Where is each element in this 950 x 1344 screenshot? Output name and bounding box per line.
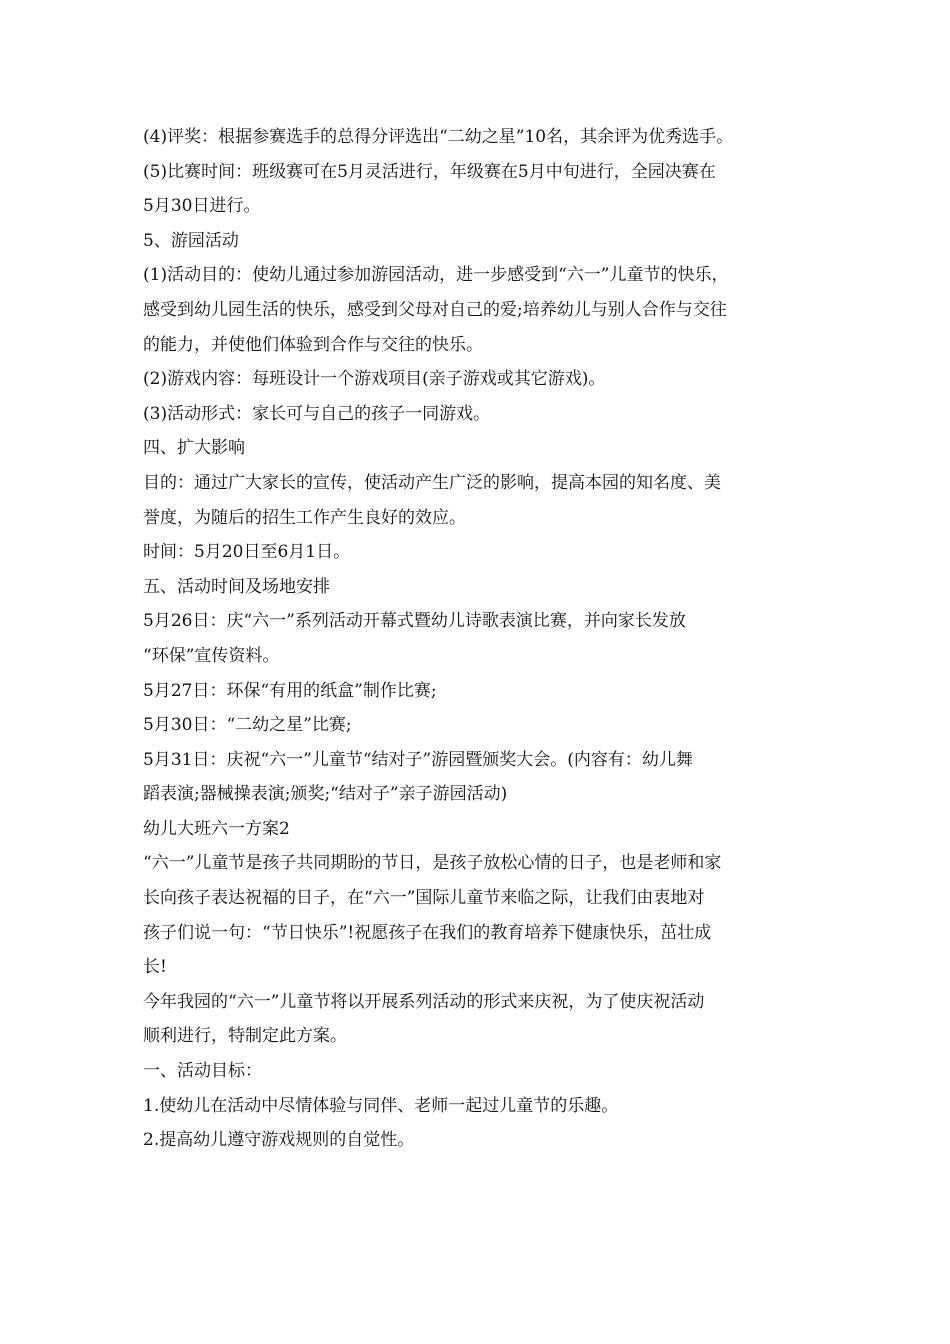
text-line: 的能力，并使他们体验到合作与交往的快乐。 [143, 334, 483, 355]
text-line: 今年我园的“六一”儿童节将以开展系列活动的形式来庆祝，为了使庆祝活动 [143, 991, 705, 1012]
text-line: 目的：通过广大家长的宣传，使活动产生广泛的影响，提高本园的知名度、美 [143, 472, 721, 493]
text-line: 长! [143, 957, 167, 978]
text-line: 蹈表演;器械操表演;颁奖;“结对子”亲子游园活动) [143, 784, 508, 805]
text-line: 感受到幼儿园生活的快乐，感受到父母对自己的爱;培养幼儿与别人合作与交往 [143, 299, 727, 320]
text-line: 1.使幼儿在活动中尽情体验与同伴、老师一起过儿童节的乐趣。 [143, 1095, 619, 1116]
text-line: 时间：5月20日至6月1日。 [143, 542, 351, 563]
text-line: “六一”儿童节是孩子共同期盼的节日，是孩子放松心情的日子，也是老师和家 [143, 853, 722, 874]
text-line: 5月31日：庆祝“六一”儿童节“结对子”游园暨颁奖大会。(内容有：幼儿舞 [143, 749, 693, 770]
document-title: 幼儿大班六一方案2 [143, 818, 290, 839]
section-heading: 四、扩大影响 [143, 438, 245, 459]
section-heading: 5、游园活动 [143, 230, 239, 251]
text-line: 2.提高幼儿遵守游戏规则的自觉性。 [143, 1130, 415, 1151]
text-line: 5月30日进行。 [143, 196, 261, 217]
text-line: (1)活动目的：使幼儿通过参加游园活动，进一步感受到“六一”儿童节的快乐， [143, 265, 729, 286]
text-line: 长向孩子表达祝福的日子，在“六一”国际儿童节来临之际，让我们由衷地对 [143, 888, 705, 909]
text-line: (3)活动形式：家长可与自己的孩子一同游戏。 [143, 403, 491, 424]
text-line: 5月26日：庆“六一”系列活动开幕式暨幼儿诗歌表演比赛，并向家长发放 [143, 611, 686, 632]
text-line: (2)游戏内容：每班设计一个游戏项目(亲子游戏或其它游戏)。 [143, 369, 606, 390]
text-line: 顺利进行，特制定此方案。 [143, 1026, 347, 1047]
document-body [143, 120, 823, 1158]
text-line: 孩子们说一句：“节日快乐”!祝愿孩子在我们的教育培养下健康快乐，茁壮成 [143, 922, 712, 943]
section-heading: 一、活动目标： [143, 1061, 262, 1082]
text-line: “环保”宣传资料。 [143, 645, 280, 666]
text-line: (4)评奖：根据参赛选手的总得分评选出“二幼之星”10名，其余评为优秀选手。 [143, 127, 734, 147]
text-line: (5)比赛时间：班级赛可在5月灵活进行，年级赛在5月中旬进行，全园决赛在 [143, 161, 716, 182]
text-line: 誉度，为随后的招生工作产生良好的效应。 [143, 507, 466, 528]
text-line: 5月30日：“二幼之星”比赛; [143, 715, 352, 736]
text-line: 5月27日：环保“有用的纸盒”制作比赛; [143, 680, 437, 701]
section-heading: 五、活动时间及场地安排 [143, 576, 330, 597]
